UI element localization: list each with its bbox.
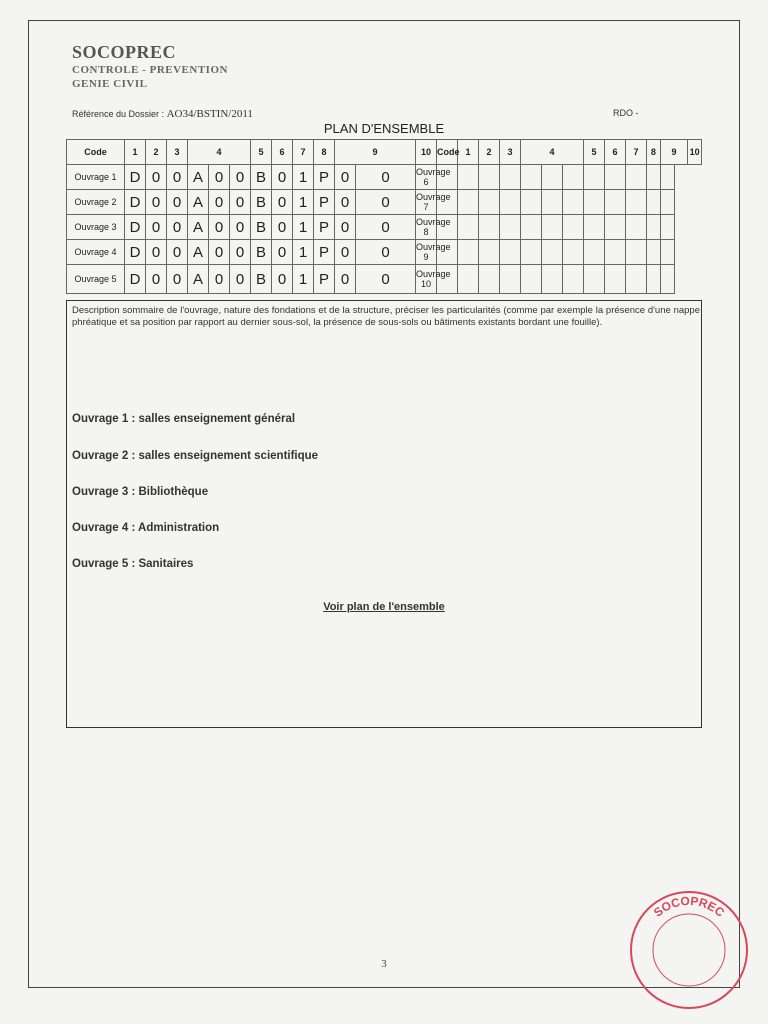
code-cell: B	[251, 165, 272, 190]
code-cell: 0	[209, 165, 230, 190]
code-cell: B	[251, 215, 272, 240]
code-cell: D	[125, 190, 146, 215]
code-cell: 0	[209, 265, 230, 294]
code-cell: A	[188, 265, 209, 294]
code-cell: 1	[293, 190, 314, 215]
empty-code-cell	[500, 265, 521, 294]
row-label: Ouvrage 4	[67, 240, 125, 265]
reference-value: AO34/BSTIN/2011	[166, 108, 253, 120]
empty-code-cell	[500, 240, 521, 265]
company-line-2: GENIE CIVIL	[72, 78, 148, 90]
empty-code-cell	[563, 265, 584, 294]
voir-plan-link[interactable]: Voir plan de l'ensemble	[323, 601, 445, 613]
empty-code-cell	[647, 265, 661, 294]
code-cell: 0	[167, 240, 188, 265]
code-cell: P	[314, 215, 335, 240]
code-cell: 0	[146, 190, 167, 215]
empty-code-cell	[521, 265, 542, 294]
code-cell: 0	[356, 165, 416, 190]
code-cell: 0	[335, 215, 356, 240]
code-cell: D	[125, 265, 146, 294]
empty-code-cell	[458, 190, 479, 215]
code-cell: 0	[146, 215, 167, 240]
code-cell: 1	[293, 240, 314, 265]
row-label-right: Ouvrage 10	[416, 265, 437, 294]
empty-code-cell	[605, 265, 626, 294]
empty-code-cell	[660, 165, 674, 190]
code-cell: 0	[167, 265, 188, 294]
code-cell: A	[188, 240, 209, 265]
code-cell: 0	[146, 165, 167, 190]
ouvrage-line-5: Ouvrage 5 : Sanitaires	[72, 558, 194, 570]
stamp-outer-ring	[631, 892, 747, 1008]
empty-code-cell	[660, 240, 674, 265]
empty-code-cell	[605, 215, 626, 240]
col-header: 2	[146, 140, 167, 165]
row-label-right: Ouvrage 6	[416, 165, 437, 190]
empty-code-cell	[584, 190, 605, 215]
empty-code-cell	[521, 215, 542, 240]
ouvrage-line-1: Ouvrage 1 : salles enseignement général	[72, 413, 296, 425]
empty-code-cell	[647, 190, 661, 215]
col-header: 4	[188, 140, 251, 165]
col-header: 5	[584, 140, 605, 165]
code-cell: 0	[230, 190, 251, 215]
code-table	[66, 139, 702, 294]
company-name: SOCOPREC	[72, 42, 177, 62]
ouvrage-line-4: Ouvrage 4 : Administration	[72, 522, 220, 534]
code-cell: 0	[209, 190, 230, 215]
empty-code-cell	[542, 265, 563, 294]
empty-code-cell	[542, 215, 563, 240]
code-cell: 0	[167, 165, 188, 190]
code-cell: 0	[356, 240, 416, 265]
code-cell: P	[314, 165, 335, 190]
page-number: 3	[381, 958, 387, 970]
ouvrage-line-3: Ouvrage 3 : Bibliothèque	[72, 486, 209, 498]
empty-code-cell	[500, 215, 521, 240]
empty-code-cell	[458, 240, 479, 265]
empty-code-cell	[660, 190, 674, 215]
col-header: 2	[479, 140, 500, 165]
code-header-right: Code	[437, 140, 458, 165]
row-label: Ouvrage 1	[67, 165, 125, 190]
code-cell: 0	[356, 190, 416, 215]
code-cell: 0	[167, 190, 188, 215]
stamp-text: SOCOPREC	[650, 893, 728, 920]
company-line-1: CONTROLE - PREVENTION	[72, 64, 228, 76]
code-cell: 0	[230, 215, 251, 240]
empty-code-cell	[500, 165, 521, 190]
col-header: 10	[416, 140, 437, 165]
table-header-row	[67, 140, 702, 165]
empty-code-cell	[563, 240, 584, 265]
col-header: 10	[688, 140, 702, 165]
row-label-right: Ouvrage 7	[416, 190, 437, 215]
empty-code-cell	[563, 215, 584, 240]
code-cell: 0	[230, 265, 251, 294]
empty-code-cell	[479, 190, 500, 215]
code-cell: B	[251, 265, 272, 294]
col-header: 8	[314, 140, 335, 165]
code-cell: D	[125, 215, 146, 240]
code-cell: D	[125, 240, 146, 265]
stamp-inner-ring	[653, 914, 725, 986]
table-row	[67, 165, 702, 190]
table-row	[67, 190, 702, 215]
code-cell: 0	[335, 190, 356, 215]
row-label: Ouvrage 3	[67, 215, 125, 240]
col-header: 1	[125, 140, 146, 165]
empty-code-cell	[647, 215, 661, 240]
code-cell: 0	[209, 215, 230, 240]
col-header: 6	[272, 140, 293, 165]
empty-code-cell	[542, 165, 563, 190]
code-cell: B	[251, 240, 272, 265]
row-label: Ouvrage 2	[67, 190, 125, 215]
col-header: 9	[660, 140, 687, 165]
empty-code-cell	[584, 215, 605, 240]
empty-code-cell	[542, 240, 563, 265]
empty-code-cell	[479, 215, 500, 240]
empty-code-cell	[521, 165, 542, 190]
empty-code-cell	[479, 240, 500, 265]
code-cell: 0	[230, 165, 251, 190]
empty-code-cell	[605, 165, 626, 190]
empty-code-cell	[458, 215, 479, 240]
col-header: 9	[335, 140, 416, 165]
row-label-right: Ouvrage 9	[416, 240, 437, 265]
code-header-left: Code	[67, 140, 125, 165]
empty-code-cell	[584, 165, 605, 190]
col-header: 5	[251, 140, 272, 165]
code-cell: 0	[272, 240, 293, 265]
col-header: 1	[458, 140, 479, 165]
description-text: Description sommaire de l'ouvrage, nature des fondations et de la structure, préciser les particularités (comme par exemple la présence d'une nappe phréatique et sa position par rapport au dernier sous-sol, la présence de sous-sols ou bâtiments existants bordant une fouille).	[72, 305, 700, 328]
reference-label	[72, 108, 253, 120]
code-cell: 0	[272, 215, 293, 240]
empty-code-cell	[626, 240, 647, 265]
code-cell: D	[125, 165, 146, 190]
code-cell: 0	[209, 240, 230, 265]
code-cell: A	[188, 215, 209, 240]
col-header: 3	[500, 140, 521, 165]
empty-code-cell	[660, 265, 674, 294]
col-header: 6	[605, 140, 626, 165]
code-cell: P	[314, 265, 335, 294]
rdo-label: RDO -	[613, 108, 639, 118]
code-cell: 0	[272, 190, 293, 215]
empty-code-cell	[458, 265, 479, 294]
code-cell: 1	[293, 215, 314, 240]
empty-code-cell	[647, 240, 661, 265]
col-header: 3	[167, 140, 188, 165]
empty-code-cell	[605, 190, 626, 215]
description-box	[66, 300, 702, 728]
ouvrage-line-2: Ouvrage 2 : salles enseignement scientifique	[72, 450, 319, 462]
row-label: Ouvrage 5	[67, 265, 125, 294]
code-cell: P	[314, 190, 335, 215]
empty-code-cell	[458, 165, 479, 190]
table-row	[67, 215, 702, 240]
code-cell: 1	[293, 165, 314, 190]
empty-code-cell	[626, 190, 647, 215]
company-stamp	[624, 885, 754, 1015]
col-header: 8	[647, 140, 661, 165]
code-cell: B	[251, 190, 272, 215]
code-cell: A	[188, 165, 209, 190]
empty-code-cell	[521, 240, 542, 265]
empty-code-cell	[584, 265, 605, 294]
empty-code-cell	[500, 190, 521, 215]
empty-code-cell	[605, 240, 626, 265]
code-cell: 0	[167, 215, 188, 240]
empty-code-cell	[626, 165, 647, 190]
row-label-right: Ouvrage 8	[416, 215, 437, 240]
empty-code-cell	[660, 215, 674, 240]
code-cell: 0	[272, 165, 293, 190]
empty-code-cell	[563, 165, 584, 190]
code-cell: 0	[356, 265, 416, 294]
empty-code-cell	[626, 215, 647, 240]
code-cell: 0	[356, 215, 416, 240]
code-cell: 0	[272, 265, 293, 294]
reference-label-text: Référence du Dossier :	[72, 109, 165, 119]
code-cell: 0	[230, 240, 251, 265]
plan-title: PLAN D'ENSEMBLE	[323, 121, 445, 136]
col-header: 7	[626, 140, 647, 165]
empty-code-cell	[521, 190, 542, 215]
code-cell: 0	[146, 240, 167, 265]
empty-code-cell	[647, 165, 661, 190]
code-cell: 0	[335, 240, 356, 265]
code-cell: 0	[335, 265, 356, 294]
empty-code-cell	[479, 265, 500, 294]
empty-code-cell	[626, 265, 647, 294]
col-header: 4	[521, 140, 584, 165]
col-header: 7	[293, 140, 314, 165]
empty-code-cell	[584, 240, 605, 265]
empty-code-cell	[542, 190, 563, 215]
code-cell: 1	[293, 265, 314, 294]
code-cell: 0	[335, 165, 356, 190]
code-cell: P	[314, 240, 335, 265]
table-row	[67, 265, 702, 294]
code-cell: A	[188, 190, 209, 215]
empty-code-cell	[479, 165, 500, 190]
code-cell: 0	[146, 265, 167, 294]
table-row	[67, 240, 702, 265]
empty-code-cell	[563, 190, 584, 215]
